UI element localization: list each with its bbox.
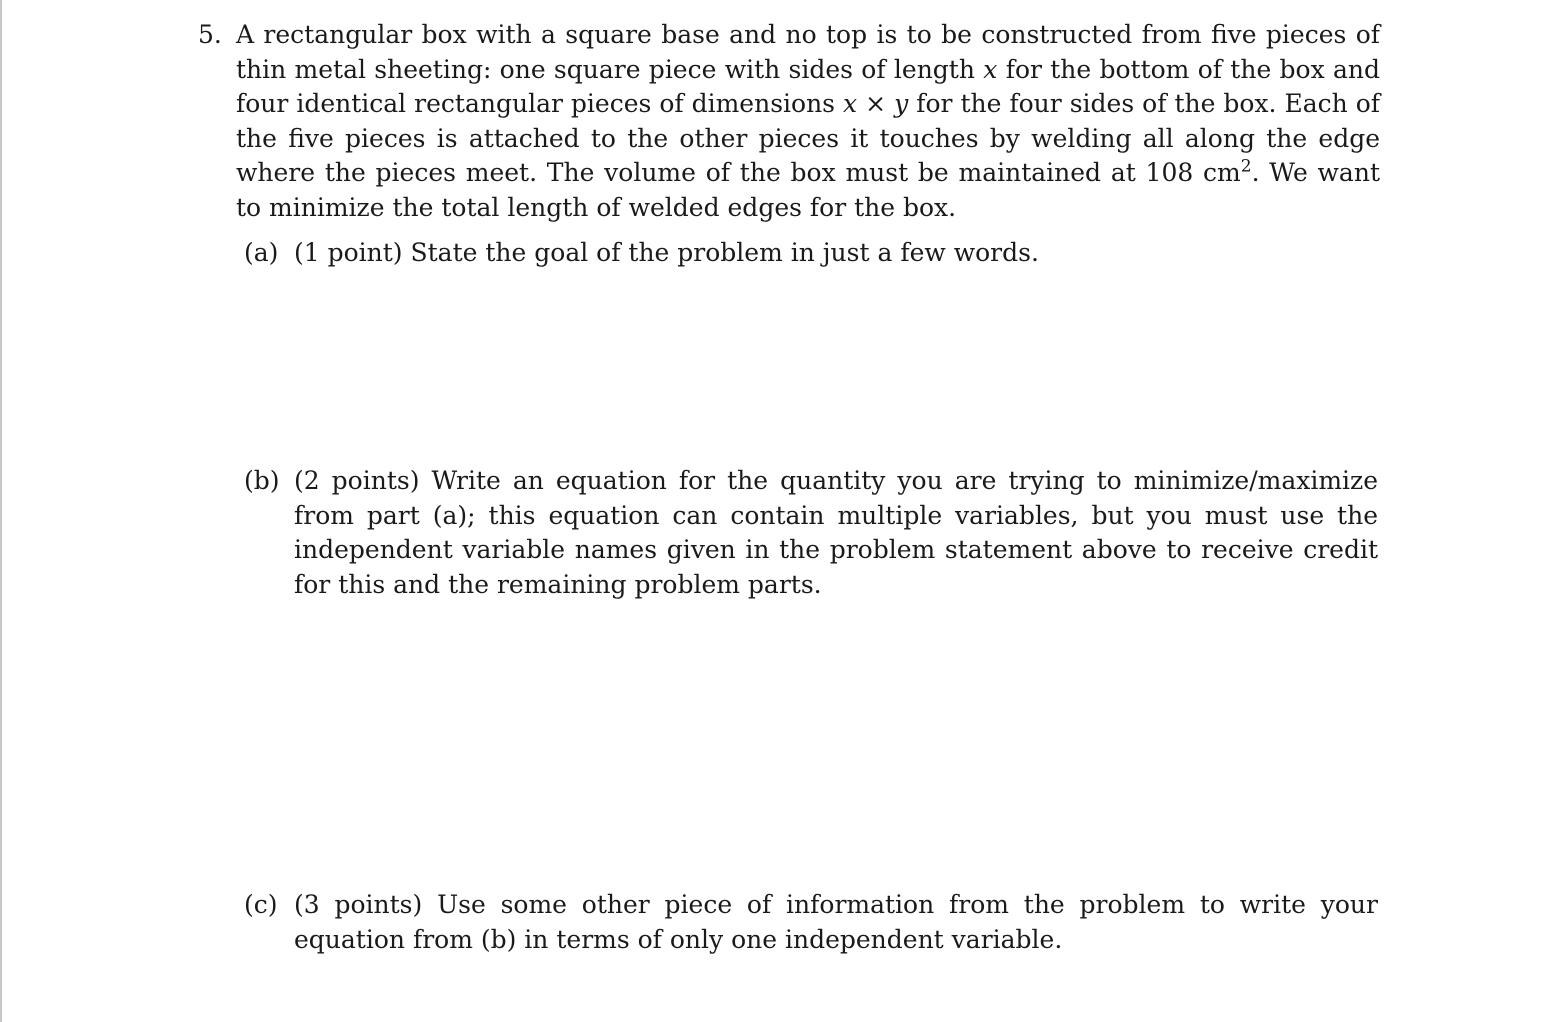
times-symbol: × (865, 89, 887, 119)
unit-exponent: 2 (1240, 157, 1252, 178)
part-c-label: (c) (244, 890, 278, 919)
statement-text-3: for the four sides of the box. Each of the five pieces is attached to the other pieces it touches by welding all along the edge where the pieces meet. The volume of the box must be maintained at 108 cm (236, 89, 1381, 188)
part-b-label: (b) (244, 466, 280, 495)
problem-5 (198, 18, 1380, 226)
problem-statement (198, 18, 1380, 226)
statement-text-2: for the bottom of the box and four identical rectangular pieces of dimensions (236, 54, 1380, 119)
part-a-label: (a) (244, 238, 279, 267)
part-a-text: (1 point) State the goal of the problem in just a few words. (294, 238, 1039, 267)
page-left-border (0, 0, 2, 1022)
part-b (244, 464, 1378, 602)
part-a (244, 236, 1378, 271)
statement-text-1: A rectangular box with a square base and no top is to be constructed from five pieces of thin metal sheeting: one square piece with sides of length (236, 20, 1380, 84)
statement-text-4: . We want to minimize the total length of welded edges for the box. (236, 158, 1380, 222)
dimension-y: y (894, 89, 909, 119)
part-b-text: (2 points) Write an equation for the quantity you are trying to minimize/maximize from part (a); this equation can contain multiple variables, but you must use the independent variable names given in the problem statement above to receive credit for this and the remaining problem parts. (294, 466, 1378, 599)
part-c-text: (3 points) Use some other piece of information from the problem to write your equation from (b) in terms of only one independent variable. (294, 890, 1378, 954)
part-c (244, 888, 1378, 957)
variable-x: x (983, 54, 998, 84)
problem-number: 5. (198, 20, 222, 49)
dimension-x: x (843, 89, 858, 119)
